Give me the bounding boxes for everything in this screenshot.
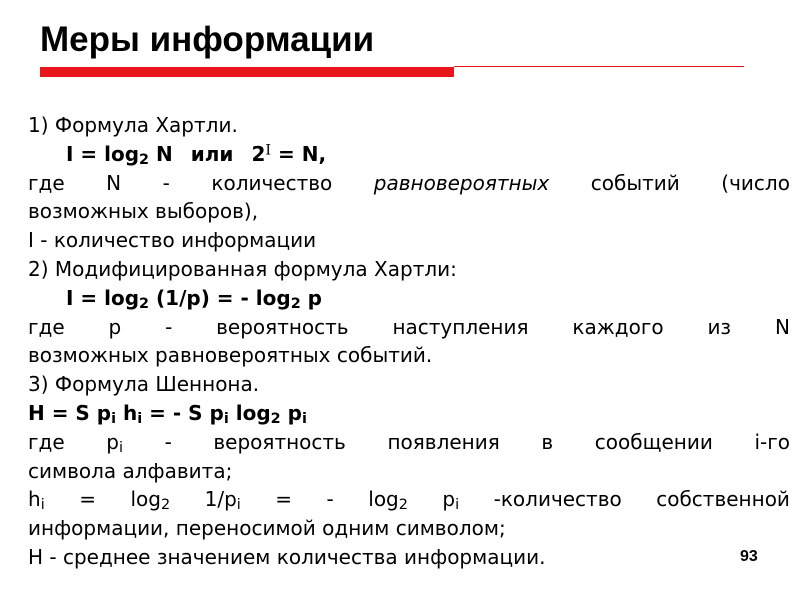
hartley-heading: 1) Формула Хартли. xyxy=(28,113,238,137)
shannon-h-continuation: информации, переносимой одним символом; xyxy=(28,516,506,541)
shannon-heading: 3) Формула Шеннона. xyxy=(28,372,260,397)
modified-formula: $I = \log_2 (1/p)$ = - $\log_2 p$ xyxy=(66,285,322,312)
title-underline-thin xyxy=(454,66,744,67)
slide-title: Меры информации xyxy=(40,20,375,59)
shannon-formula: H = S $p_i$ $h_i$ = - S $p_i$ $\log_2 p_i$ xyxy=(28,400,307,428)
modified-heading: 2) Модифицированная формула Хартли: xyxy=(28,256,457,281)
slide-body xyxy=(28,111,790,572)
shannon-where-line: где $p_i$ - вероятность появления в сообщении i-го xyxy=(28,429,790,456)
hartley-where-line: где N - количество равновероятных событий (число xyxy=(28,170,790,195)
title-underline-thick xyxy=(40,67,454,77)
modified-where-line: где p - вероятность наступления каждого из N xyxy=(28,314,790,339)
hartley-i-definition: I - количество информации xyxy=(28,228,317,253)
modified-where-continuation: возможных равновероятных событий. xyxy=(28,343,433,368)
shannon-h-definition: $h_i$ = $\log_2$ $1/p_i$ = - $\log_2$ $p_i$ -количество собственной xyxy=(28,487,790,514)
shannon-h-mean: H - среднее значением количества информации. xyxy=(28,544,546,569)
shannon-where-continuation: символа алфавита; xyxy=(28,458,233,483)
page-number: 93 xyxy=(740,548,758,565)
hartley-where-continuation: возможных выборов), xyxy=(28,199,259,224)
hartley-formula: $I = \log_2 N$ или $2^I = N$, xyxy=(66,141,327,168)
